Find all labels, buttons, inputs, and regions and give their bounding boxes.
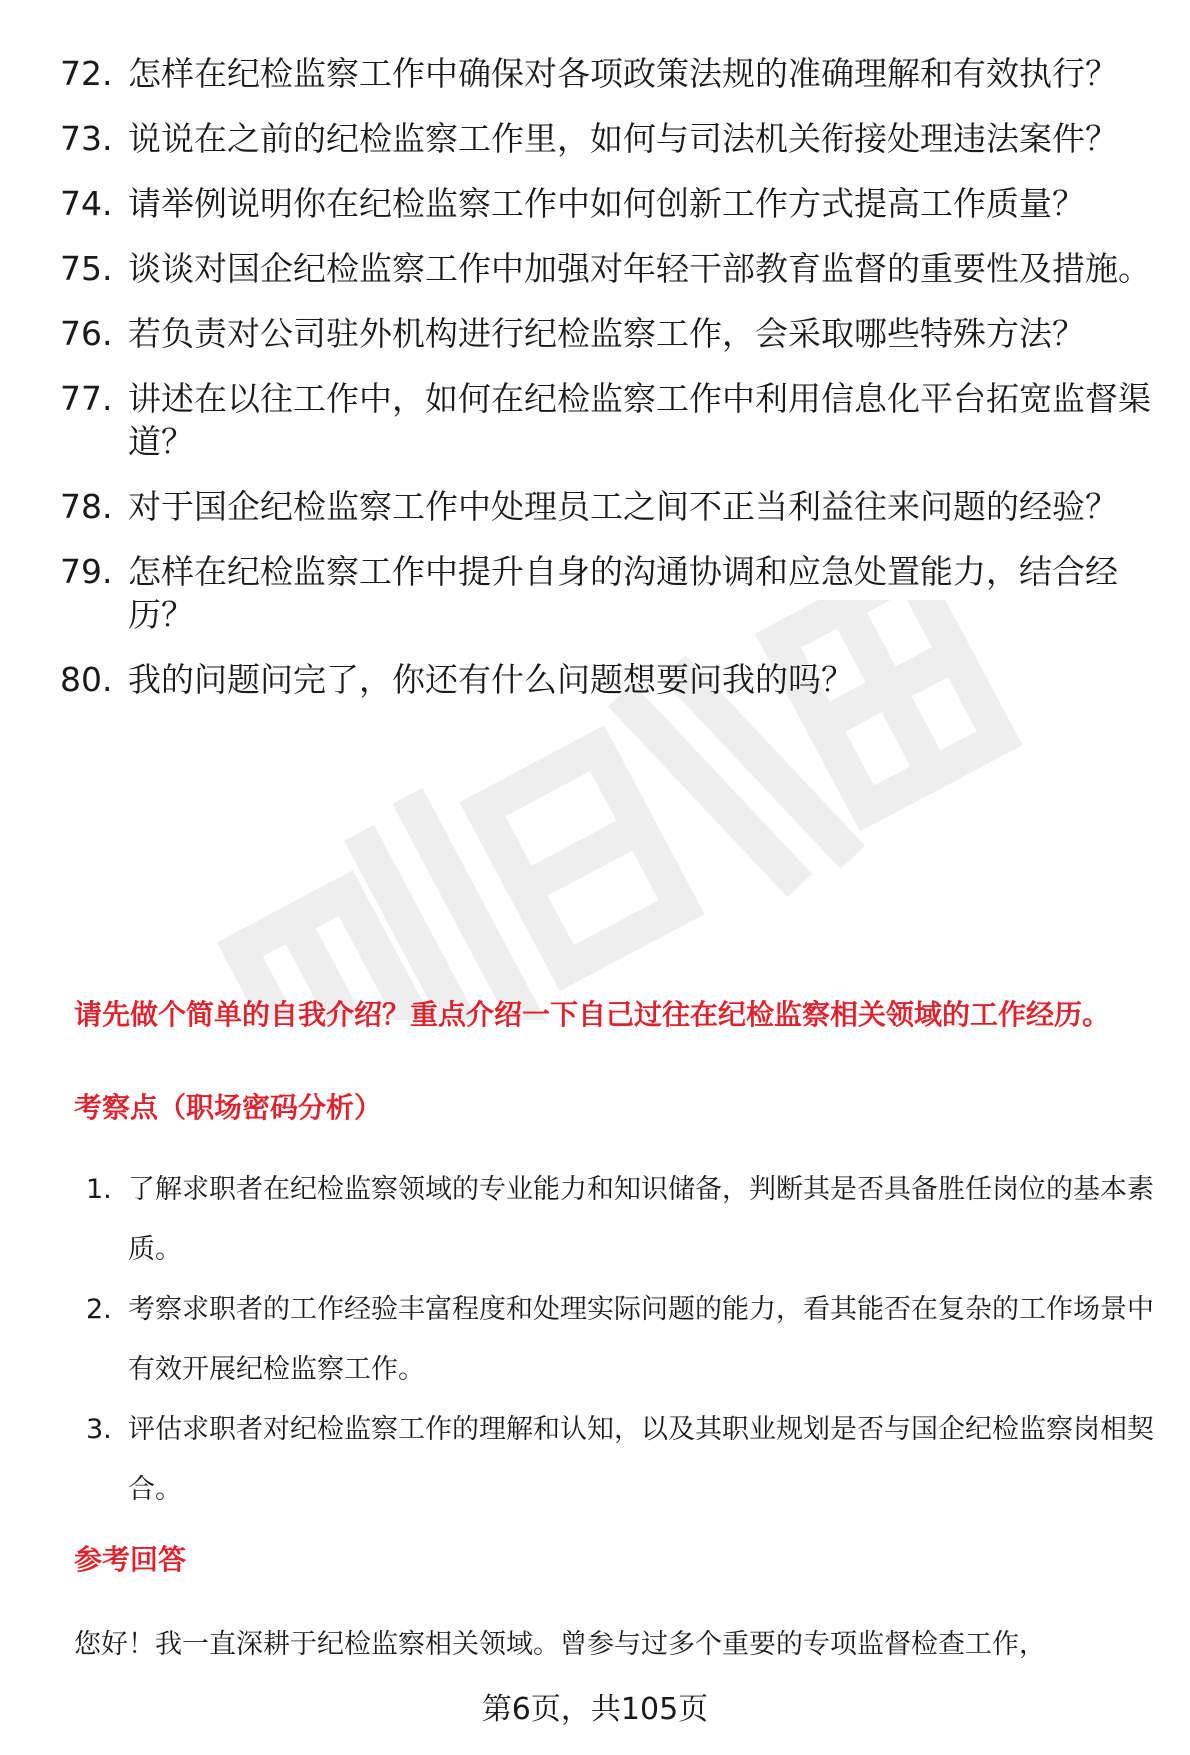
- point-number: 2.: [86, 1294, 112, 1325]
- list-item: [86, 1280, 1156, 1400]
- question-text: 讲述在以往工作中，如何在纪检监察工作中利用信息化平台拓宽监督渠道？: [128, 379, 1151, 461]
- question-text: 我的问题问完了，你还有什么问题想要问我的吗？: [128, 660, 854, 699]
- question-list: [60, 52, 1160, 723]
- question-number: 76.: [60, 314, 113, 353]
- point-number: 1.: [86, 1174, 112, 1205]
- question-number: 79.: [60, 552, 113, 591]
- featured-question-heading: 请先做个简单的自我介绍？重点介绍一下自己过往在纪检监察相关领域的工作经历。: [74, 998, 1111, 1031]
- question-text: 对于国企纪检监察工作中处理员工之间不正当利益往来问题的经验？: [128, 487, 1118, 526]
- page-footer: 第6页，共105页: [481, 1692, 709, 1727]
- reference-answer-heading: 参考回答: [74, 1543, 187, 1576]
- question-number: 72.: [60, 54, 113, 93]
- list-item: [60, 117, 1160, 160]
- assessment-points-list: [86, 1160, 1156, 1520]
- point-text: 考察求职者的工作经验丰富程度和处理实际问题的能力，看其能否在复杂的工作场景中有效开展纪检监察工作。: [128, 1294, 1154, 1385]
- question-text: 怎样在纪检监察工作中确保对各项政策法规的准确理解和有效执行？: [128, 54, 1118, 93]
- question-number: 80.: [60, 660, 113, 699]
- question-text: 怎样在纪检监察工作中提升自身的沟通协调和应急处置能力，结合经历？: [128, 552, 1118, 634]
- question-text: 若负责对公司驻外机构进行纪检监察工作，会采取哪些特殊方法？: [128, 314, 1085, 353]
- list-item: [60, 377, 1160, 463]
- assessment-points-heading: 考察点（职场密码分析）: [74, 1091, 383, 1124]
- question-text: 请举例说明你在纪检监察工作中如何创新工作方式提高工作质量？: [128, 184, 1085, 223]
- question-text: 谈谈对国企纪检监察工作中加强对年轻干部教育监督的重要性及措施。: [128, 249, 1151, 288]
- list-item: [60, 485, 1160, 528]
- point-text: 了解求职者在纪检监察领域的专业能力和知识储备，判断其是否具备胜任岗位的基本素质。: [128, 1174, 1154, 1265]
- question-number: 75.: [60, 249, 113, 288]
- list-item: [60, 52, 1160, 95]
- reference-answer-text: 您好！我一直深耕于纪检监察相关领域。曾参与过多个重要的专项监督检查工作，: [74, 1629, 1046, 1660]
- question-text: 说说在之前的纪检监察工作里，如何与司法机关衔接处理违法案件？: [128, 119, 1118, 158]
- list-item: [60, 247, 1160, 290]
- point-text: 评估求职者对纪检监察工作的理解和认知，以及其职业规划是否与国企纪检监察岗相契合。: [128, 1414, 1154, 1505]
- list-item: [86, 1400, 1156, 1520]
- list-item: [60, 658, 1160, 701]
- question-number: 77.: [60, 379, 113, 418]
- list-item: [60, 312, 1160, 355]
- question-number: 74.: [60, 184, 113, 223]
- list-item: [60, 550, 1160, 636]
- point-number: 3.: [86, 1414, 112, 1445]
- list-item: [86, 1160, 1156, 1280]
- question-number: 78.: [60, 487, 113, 526]
- question-number: 73.: [60, 119, 113, 158]
- list-item: [60, 182, 1160, 225]
